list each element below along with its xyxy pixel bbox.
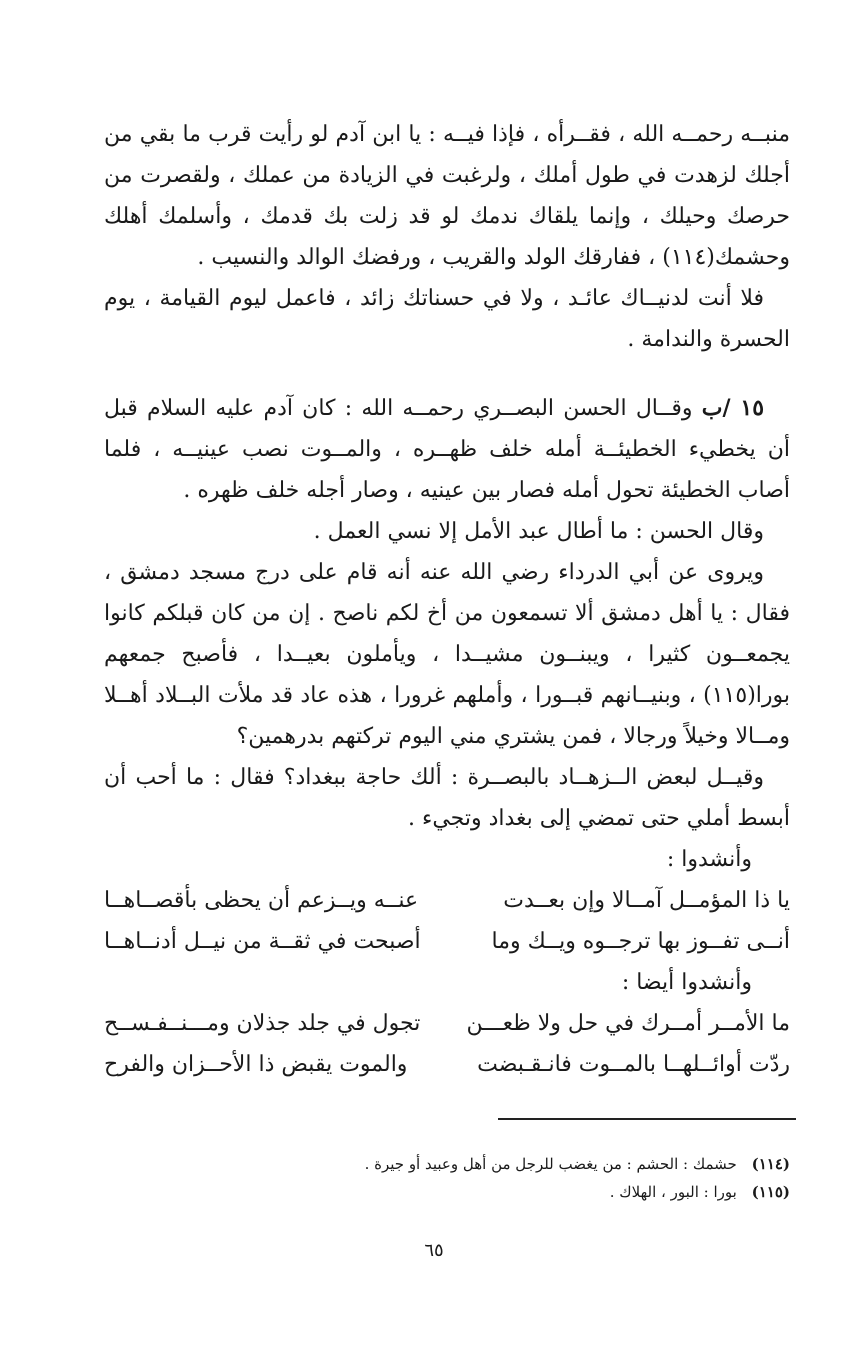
poem-one-intro: وأنشدوا : [666,847,752,872]
verse-first-hemistich: يا ذا المؤمــل آمــالا وإن بعــدت [503,888,790,913]
verse-first-hemistich: أنــى تفــوز بها ترجــوه ويــك وما [491,929,790,954]
paragraph-hasan-adam-text: وقــال الحسن البصــري رحمــه الله : كان آدم عليه السلام قبل أن يخطيء الخطيئــة أمله خلف ظهــره ، والمــوت نصب عينيــه ، فلما أصاب الخطيئة تحول أمله فصار بين عينيه ، وصار أجله خلف ظهره . [104,396,790,503]
verse-second-hemistich: تجول في جلد جذلان ومـــنــفـســح [104,1011,421,1036]
footnote-item [104,1178,790,1206]
footnote-separator [498,1118,796,1120]
footnote-number: (١١٤) [751,1155,790,1173]
page-number: ٦٥ [424,1240,444,1261]
footnotes [104,1150,790,1206]
verse-second-hemistich: والموت يقبض ذا الأحــزان والفرح [104,1052,408,1077]
poem-two-verse [104,1003,790,1044]
footnote-text: بورا : البور ، الهلاك . [609,1183,737,1201]
poem-one-verse [104,880,790,921]
footnote-item [104,1150,790,1178]
verse-first-hemistich: ما الأمــر أمــرك في حل ولا ظعـــن [466,1011,790,1036]
verse-first-hemistich: ردّت أوائــلهــا بالمــوت فانـقـبضت [477,1052,790,1077]
paragraph-wahb-inscription: منبــه رحمــه الله ، فقــرأه ، فإذا فيــه : يا ابن آدم لو رأيت قرب ما بقي من أجلك لزهدت في طول أملك ، ولرغبت في الزيادة من عملك ، ولقصرت من حرصك وحيلك ، وإنما يلقاك ندمك لو قد زلت بك قدمك ، وأسلمك أهلك وحشمك(١١٤) ، ففارقك الولد والقريب ، ورفضك الوالد والنسيب . [104,122,790,270]
footnote-text: حشمك : الحشم : من يغضب للرجل من أهل وعبيد أو جيرة . [364,1155,737,1173]
verse-second-hemistich: أصبحت في ثقــة من نيــل أدنــاهــا [104,929,421,954]
paragraph-ascetic-basra: وقيــل لبعض الــزهــاد بالبصــرة : ألك حاجة ببغداد؟ فقال : ما أحب أن أبسط أملي حتى تمضي إلى بغداد وتجيء . [104,765,790,831]
folio-marker: ١٥ /ب [701,395,765,421]
verse-second-hemistich: عنــه ويــزعم أن يحظى بأقصــاهــا [104,888,419,913]
paragraph-abu-darda: ويروى عن أبي الدرداء رضي الله عنه أنه قام على درج مسجد دمشق ، فقال : يا أهل دمشق ألا تسمعون من أخ لكم ناصح . إن من كان قبلكم كانوا يجمعــون كثيرا ، ويبنــون مشيــدا ، ويأملون بعيــدا ، فأصبح جمعهم بورا(١١٥) ، وبنيــانهم قبــورا ، وأملهم غرورا ، هذه عاد قد ملأت البــلاد أهــلا ومــالا وخيلاً ورجالا ، فمن يشتري مني اليوم تركتهم بدرهمين؟ [104,560,790,749]
paragraph-hasan-adam [104,388,790,511]
paragraph-day-of-regret: فلا أنت لدنيــاك عائـد ، ولا في حسناتك زائد ، فاعمل ليوم القيامة ، يوم الحسرة والندامة . [104,286,790,352]
paragraph-hasan-hope: وقال الحسن : ما أطال عبد الأمل إلا نسي العمل . [313,519,764,544]
poem-one-verse [104,921,790,962]
section-fifteen [104,388,790,1085]
footnote-number: (١١٥) [751,1183,790,1201]
poem-two-intro: وأنشدوا أيضا : [621,970,752,995]
poem-two-verse [104,1044,790,1085]
opening-passage [104,114,790,360]
